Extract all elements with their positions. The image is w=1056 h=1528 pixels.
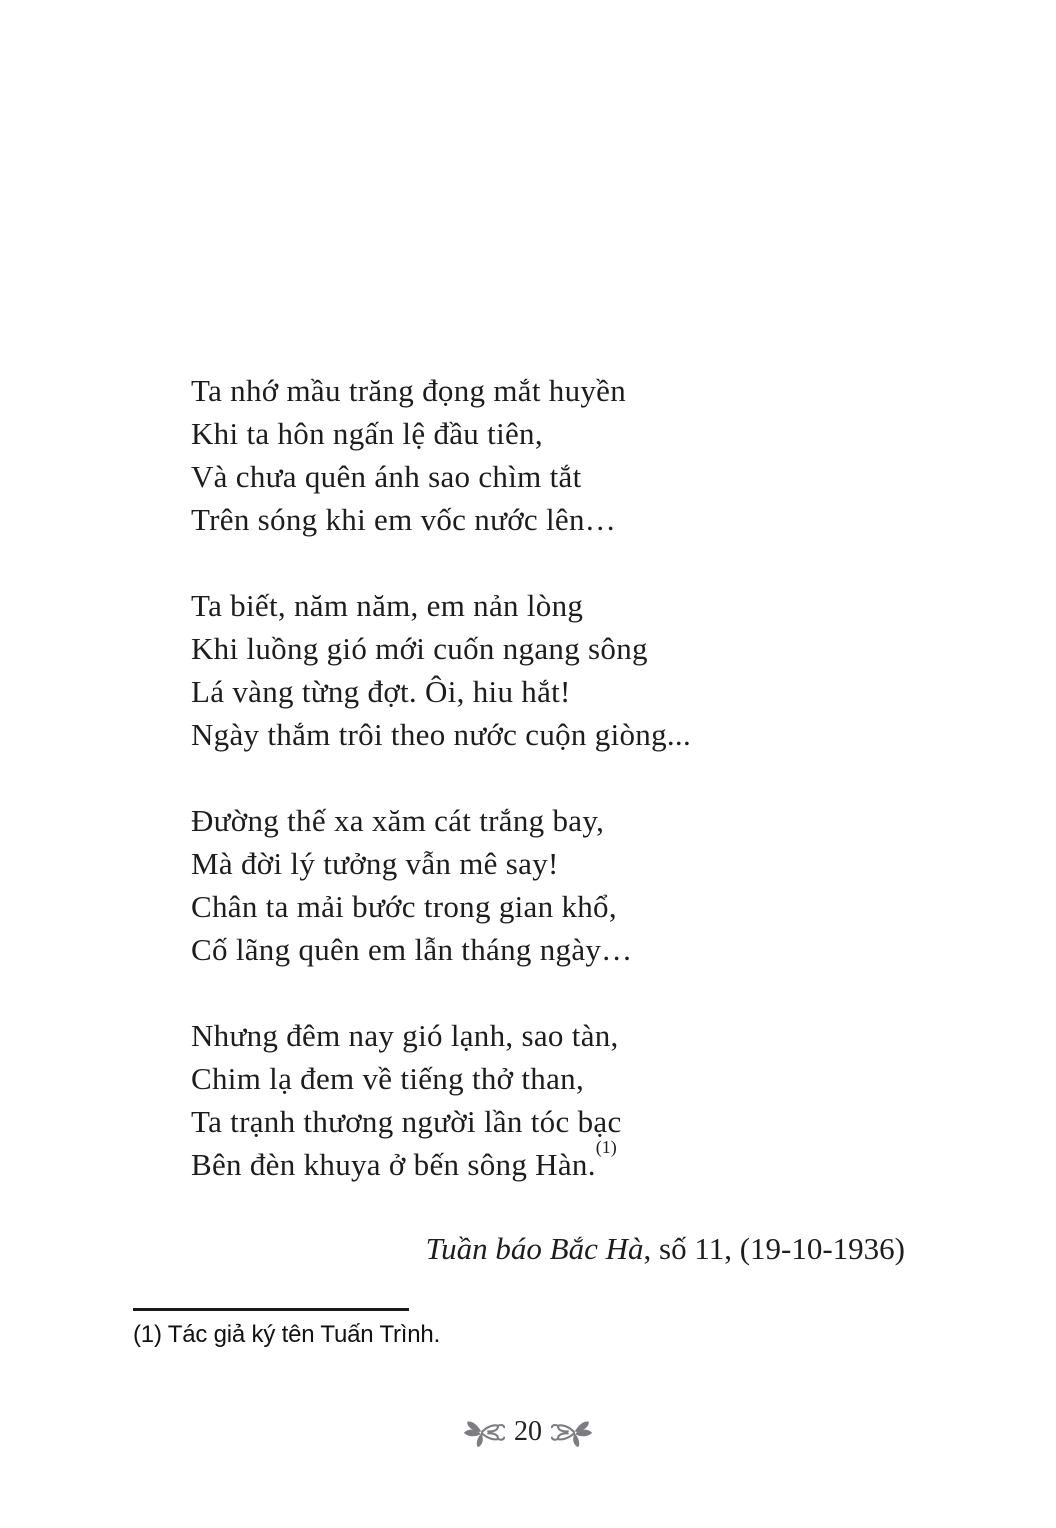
poem-stanza-2 [191, 584, 691, 756]
footnote-divider [133, 1308, 409, 1311]
poem [191, 369, 691, 1229]
footnote-text: (1) Tác giả ký tên Tuấn Trình. [133, 1321, 441, 1348]
poem-line: Lá vàng từng đợt. Ôi, hiu hắt! [191, 674, 571, 709]
poem-line: Ta trạnh thương người lần tóc bạc [191, 1104, 622, 1139]
poem-line: Và chưa quên ánh sao chìm tắt [191, 459, 582, 494]
poem-line: Ngày thắm trôi theo nước cuộn giòng... [191, 717, 692, 752]
leaf-ornament-left-icon [463, 1416, 505, 1448]
poem-line: Chân ta mải bước trong gian khổ, [191, 889, 617, 924]
poem-line: Cố lãng quên em lẫn tháng ngày… [191, 932, 633, 967]
poem-stanza-1 [191, 369, 691, 541]
poem-line: Nhưng đêm nay gió lạnh, sao tàn, [191, 1018, 619, 1053]
poem-line: Ta biết, năm năm, em nản lòng [191, 588, 584, 623]
poem-line: Khi luồng gió mới cuốn ngang sông [191, 631, 648, 666]
poem-line: Đường thế xa xăm cát trắng bay, [191, 803, 605, 838]
footnote-reference: (1) [595, 1136, 617, 1157]
poem-line: Khi ta hôn ngấn lệ đầu tiên, [191, 416, 543, 451]
poem-line-text: Bên đèn khuya ở bến sông Hàn. [191, 1147, 596, 1182]
page-footer [0, 1414, 1056, 1450]
poem-stanza-4 [191, 1014, 691, 1186]
page-number: 20 [514, 1416, 542, 1447]
poem-line: Mà đời lý tưởng vẫn mê say! [191, 846, 559, 881]
leaf-ornament-right-icon [551, 1416, 593, 1448]
poem-line [191, 1136, 691, 1186]
citation [0, 1227, 905, 1270]
citation-source: Tuần báo Bắc Hà [425, 1231, 644, 1266]
poem-line: Ta nhớ mầu trăng đọng mắt huyền [191, 373, 627, 408]
citation-detail: , số 11, (19-10-1936) [643, 1231, 905, 1266]
poem-line: Chim lạ đem về tiếng thở than, [191, 1061, 585, 1096]
poem-stanza-3 [191, 799, 691, 971]
poem-line: Trên sóng khi em vốc nước lên… [191, 502, 617, 537]
footnote [133, 1308, 733, 1350]
